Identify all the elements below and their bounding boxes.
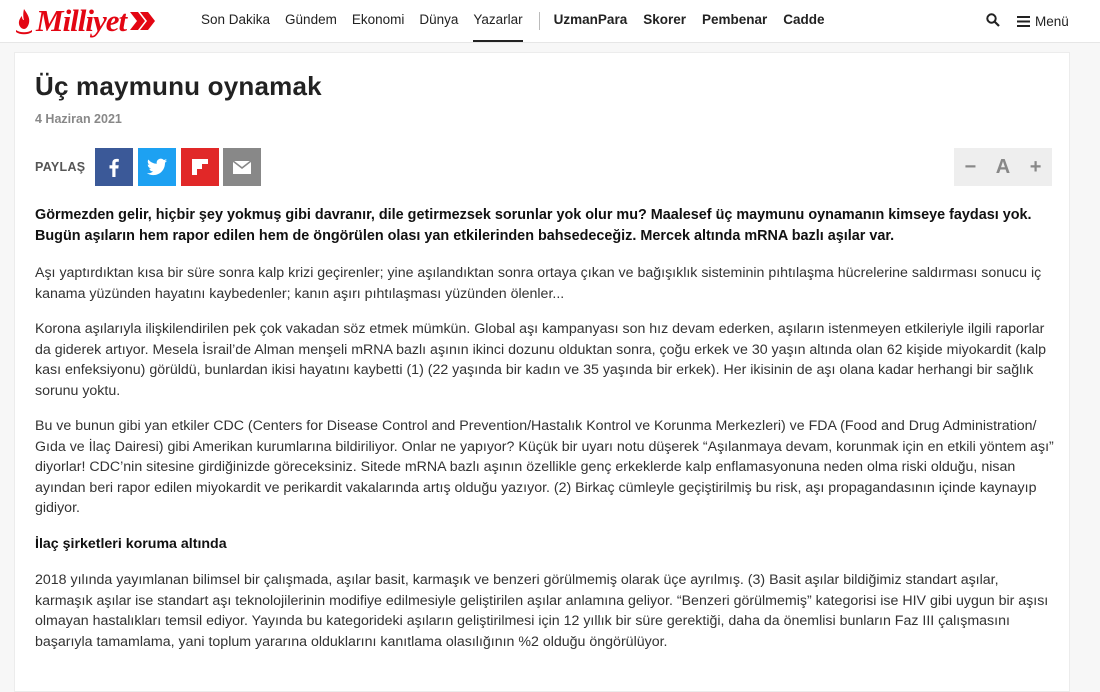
flipboard-icon (189, 156, 211, 178)
twitter-icon (146, 156, 168, 178)
top-navigation-bar (0, 0, 1100, 43)
twitter-share-button[interactable] (138, 148, 176, 186)
article-card (14, 52, 1070, 692)
nav-yazarlar[interactable]: Yazarlar (473, 0, 522, 42)
flipboard-share-button[interactable] (181, 148, 219, 186)
nav-cadde[interactable]: Cadde (783, 12, 825, 27)
flame-logo-icon (14, 7, 34, 35)
search-icon[interactable] (986, 13, 1000, 27)
nav-skorer[interactable]: Skorer (643, 12, 686, 27)
chevrons-right-icon (128, 10, 156, 32)
font-size-control (954, 148, 1052, 186)
font-size-label: A (995, 155, 1011, 178)
nav-ekonomi[interactable]: Ekonomi (351, 12, 405, 27)
article-lead: Görmezden gelir, hiçbir şey yokmuş gibi davranır, dile getirmezsek sorunlar yok olur mu? Maalesef üç maymunu oynamanın kimseye faydası yok. Bugün aşıların hem rapor edilen hem de öngörülen olası yan etkilerinden bahsedeceğiz. Mercek altında mRNA bazlı aşılar var. (35, 207, 1032, 244)
article-body (35, 205, 1055, 667)
article-paragraph-2: Korona aşılarıyla ilişkilendirilen pek çok vakadan söz etmek mümkün. Global aşı kampanyası son hız devam ederken, aşıların istenmeyen etkileriyle ilgili raporlar da giderek artıyor. Mesela İsrail’de Alman menşeli mRNA bazlı aşının ikinci dozunu olduktan sonra, çoğu erkek ve 30 yaşın altında olan 62 kişide miyokardit (kalp kası enfeksiyonu) görüldü, bunlardan ikisi hayatını kaybetti (1) (22 yaşında bir kadın ve 35 yaşında bir erkek). Her ikisinin de aşı olana kadar herhangi bir sağlık sorunu yoktu. (35, 321, 1046, 399)
milliyet-logo[interactable] (14, 3, 156, 39)
increase-font-button[interactable]: + (1029, 155, 1042, 178)
menu-label: Menü (1035, 13, 1069, 29)
nav-gundem[interactable]: Gündem (285, 12, 337, 27)
nav-pembenar[interactable]: Pembenar (702, 12, 768, 27)
nav-uzmanpara[interactable]: UzmanPara (553, 12, 628, 27)
article-date: 4 Haziran 2021 (35, 112, 122, 126)
facebook-share-button[interactable] (95, 148, 133, 186)
nav-son-dakika[interactable]: Son Dakika (201, 12, 271, 27)
facebook-icon (103, 156, 125, 178)
article-paragraph-1: Aşı yaptırdıktan kısa bir süre sonra kalp krizi geçirenler; yine aşılandıktan sonra ortaya çıkan ve bağışıklık sisteminin pıhtılaşma hücrelerine saldırması sonucu iç kanama yüzünden hayatını kaybedenler; kanın aşırı pıhtılaşması yüzünden ölenler... (35, 265, 1042, 302)
envelope-icon (231, 156, 253, 178)
article-paragraph-4: 2018 yılında yayımlanan bilimsel bir çalışmada, aşılar basit, karmaşık ve benzeri görülmemiş olarak üçe ayrılmış. (3) Basit aşılar bildiğimiz standart aşılar, karmaşık aşılar ise standart aşı teknolojilerinin modifiye edilmesiyle geliştirilen aşılar anlamına geliyor. “Benzeri görülmemiş” kategorisi ise HIV gibi uygun bir aşısı olmayan hastalıkları temsil ediyor. Yayında bu kategorideki aşıların geliştirilmesi için 12 yıllık bir süre gerektiği, daha da önemlisi bunların Faz III çalışmasını başarıyla tamamlama, yani toplum yararına olduklarını kanıtlama olasılığının %2 olduğu öngörülüyor. (35, 572, 1049, 650)
decrease-font-button[interactable]: − (964, 155, 977, 178)
article-title: Üç maymunu oynamak (35, 71, 322, 101)
logo-wordmark: Milliyet (36, 3, 127, 38)
email-share-button[interactable] (223, 148, 261, 186)
share-label: PAYLAŞ (35, 160, 86, 174)
article-paragraph-3: Bu ve bunun gibi yan etkiler CDC (Centers for Disease Control and Prevention/Hastalık Kontrol ve Korunma Merkezleri) ve FDA (Food and Drug Administration/ Gıda ve İlaç Dairesi) gibi Amerikan kurumlarına bildiriliyor. Onlar ne yapıyor? Küçük bir uyarı notu düşerek “Aşılanmaya devam, korunmak için en etkili yöntem aşı” diyorlar! CDC’nin sitesine girdiğinizde göreceksiniz. Sitede mRNA bazlı aşının özellikle genç erkeklerde kalp enflamasyonuna neden olma riski olduğu, nisan ayından beri rapor edilen miyokardit ve perikardit vakalarında artış olduğu yazıyor. (2) Birkaç cümleyle geçiştirilmiş bu risk, aşı propagandasının içinde kaynayıp gidiyor. (35, 418, 1054, 516)
main-nav (201, 0, 841, 42)
article-subheading: İlaç şirketleri koruma altında (35, 535, 227, 552)
nav-divider (539, 12, 540, 30)
menu-button[interactable] (1017, 0, 1069, 42)
hamburger-icon (1017, 16, 1030, 27)
nav-dunya[interactable]: Dünya (419, 12, 459, 27)
